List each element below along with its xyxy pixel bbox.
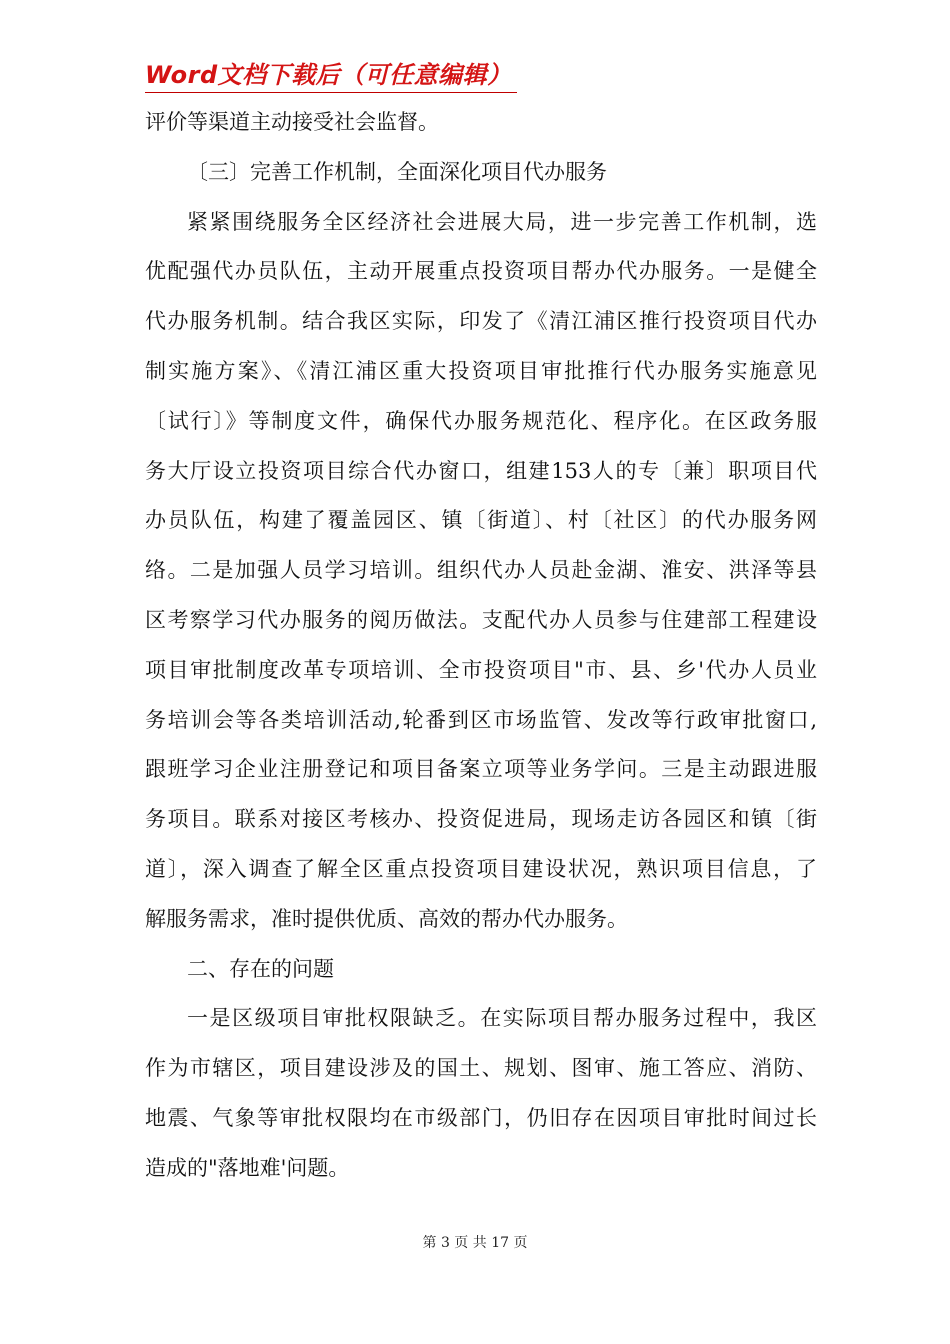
paragraph-line: 紧紧围绕服务全区经济社会进展大局，进一步完善工作机制，选 [187, 209, 817, 234]
page-number: 第 3 页 共 17 页 [422, 1235, 528, 1251]
section-heading: 〔三〕完善工作机制，全面深化项目代办服务 [187, 159, 607, 184]
paragraph-line: 作为市辖区，项目建设涉及的国土、规划、图审、施工答应、消防、 [145, 1056, 817, 1081]
paragraph-line: 造成的"落地难'问题。 [145, 1155, 350, 1180]
paragraph-line: 务项目。联系对接区考核办、投资促进局，现场走访各园区和镇〔街 [145, 807, 817, 832]
paragraph-line: 络。二是加强人员学习培训。组织代办人员赴金湖、淮安、洪泽等县 [145, 558, 817, 583]
paragraph-line: 一是区级项目审批权限缺乏。在实际项目帮办服务过程中，我区 [187, 1006, 817, 1031]
paragraph-line: 优配强代办员队伍，主动开展重点投资项目帮办代办服务。一是健全 [145, 259, 817, 284]
document-body [145, 98, 817, 1194]
paragraph-line: 项目审批制度改革专项培训、全市投资项目"市、县、乡'代办人员业 [145, 657, 817, 682]
paragraph-line: 务大厅设立投资项目综合代办窗口，组建153人的专〔兼〕职项目代 [145, 458, 817, 483]
paragraph-line: 跟班学习企业注册登记和项目备案立项等业务学问。三是主动跟进服 [145, 757, 817, 782]
paragraph-line: 制实施方案》、《清江浦区重大投资项目审批推行代办服务实施意见 [145, 358, 817, 383]
document-header [145, 58, 517, 93]
paragraph-line: 道〕，深入调查了解全区重点投资项目建设状况，熟识项目信息，了 [145, 856, 817, 881]
paragraph-line: 区考察学习代办服务的阅历做法。支配代办人员参与住建部工程建设 [145, 607, 817, 632]
paragraph-line: 〔试行〕》等制度文件，确保代办服务规范化、程序化。在区政务服 [145, 408, 817, 433]
paragraph-line: 务培训会等各类培训活动,轮番到区市场监管、发改等行政审批窗口, [145, 707, 817, 732]
section-heading: 二、存在的问题 [187, 956, 334, 981]
header-title: Word文档下载后（可任意编辑） [145, 61, 512, 89]
paragraph-line: 地震、气象等审批权限均在市级部门，仍旧存在因项目审批时间过长 [145, 1105, 817, 1130]
paragraph-line: 代办服务机制。结合我区实际，印发了《清江浦区推行投资项目代办 [145, 309, 817, 334]
paragraph-line: 办员队伍，构建了覆盖园区、镇〔街道〕、村〔社区〕的代办服务网 [145, 508, 817, 533]
paragraph-line: 评价等渠道主动接受社会监督。 [145, 110, 439, 134]
paragraph-line: 解服务需求，准时提供优质、高效的帮办代办服务。 [145, 906, 628, 931]
